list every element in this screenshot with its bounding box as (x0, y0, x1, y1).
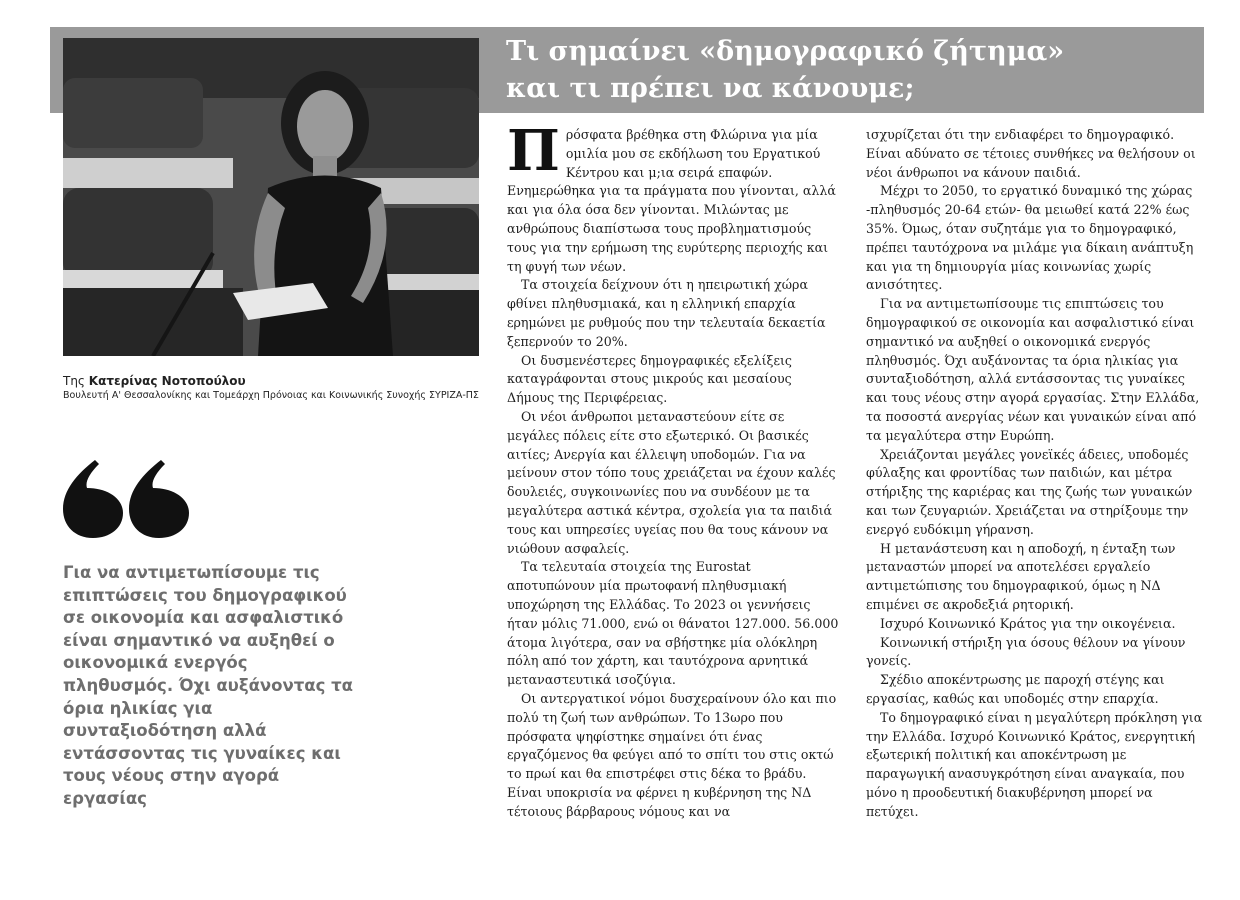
article-paragraph: Η μετανάστευση και η αποδοχή, η ένταξη των μεταναστών μπορεί να αποτελέσει εργαλείο αντιμετώπισης του δημογραφικού, όμως η ΝΔ επιμένει σε ακροδεξιά ρητορική. (866, 540, 1176, 612)
article-paragraph: Ισχυρό Κοινωνικό Κράτος για την οικογένεια. (880, 615, 1176, 631)
article-paragraph: Τα στοιχεία δείχνουν ότι η ηπειρωτική χώρα φθίνει πληθυσμιακά, και η ελληνική επαρχία ερημώνει με ρυθμούς που την τελευταία δεκαετία ξεπερνούν το 20%. (507, 277, 826, 349)
byline (63, 373, 483, 403)
article-paragraph: Σχέδιο αποκέντρωσης με παροχή στέγης και εργασίας, καθώς και υποδομές στην επαρχία. (866, 672, 1165, 706)
quotation-marks-icon (63, 460, 193, 542)
article-column-1 (507, 118, 840, 821)
byline-prefix: Της (63, 374, 89, 388)
article-title-line2: και τι πρέπει να κάνουμε; (506, 73, 915, 104)
article-paragraph: Χρειάζονται μεγάλες γονεϊκές άδειες, υποδομές φύλαξης και φροντίδας των παιδιών, και μέτρα στήριξης της καριέρας και της ζωής των γυναικών και των ζευγαριών. Χρειάζεται να στηρίξουμε την ενεργό ευδόκιμη γήρανση. (866, 446, 1193, 537)
article-paragraph (507, 118, 840, 276)
article-paragraph: Οι δυσμενέστερες δημογραφικές εξελίξεις καταγράφονται στους μικρούς και μεσαίους Δήμους της Περιφέρειας. (507, 352, 792, 406)
article-paragraph: Μέχρι το 2050, το εργατικό δυναμικό της χώρας -πληθυσμός 20-64 ετών- θα μειωθεί κατά 22% έως 35%. Όμως, όταν συζητάμε για το δημογραφικό, πρέπει ταυτόχρονα να μιλάμε για δίκαιη ανάπτυξη και για τη δημιουργία μίας κοινωνίας χωρίς ανισότητες. (866, 183, 1194, 293)
author-role: Βουλευτή Α' Θεσσαλονίκης και Τομεάρχη Πρόνοιας και Κοινωνικής Συνοχής ΣΥΡΙΖΑ-ΠΣ (63, 390, 479, 401)
article-paragraph: Οι αντεργατικοί νόμοι δυσχεραίνουν όλο και πιο πολύ τη ζωή των ανθρώπων. Το 13ωρο που πρόσφατα ψηφίστηκε σημαίνει ότι ένας εργαζόμενος θα φεύγει από το σπίτι του στις οκτώ το πρωί και θα επιστρέφει στις δέκα το βράδυ. Είναι υποκρισία να φέρνει η κυβέρνηση της ΝΔ τέτοιους βάρβαρους νόμους και να (507, 690, 837, 819)
drop-cap: Π (507, 118, 560, 184)
article-paragraph: ισχυρίζεται ότι την ενδιαφέρει το δημογραφικό. Είναι αδύνατο σε τέτοιες συνθήκες να θελήσουν οι νέοι άνθρωποι να κάνουν παιδιά. (866, 127, 1196, 180)
article-paragraph: Για να αντιμετωπίσουμε τις επιπτώσεις του δημογραφικού σε οικονομία και ασφαλιστικό είναι σημαντικό να αυξηθεί ο οικονομικά ενεργός πληθυσμός. Όχι αυξάνοντας τα όρια ηλικίας για συνταξιοδότηση, αλλά εντάσσοντας τις γυναίκες και τους νέους στην αγορά εργασίας. Στην Ελλάδα, τα ποσοστά ανεργίας νέων και γυναικών είναι από τα μεγαλύτερα στην Ευρώπη. (866, 296, 1200, 443)
article-paragraph: Οι νέοι άνθρωποι μεταναστεύουν είτε σε μεγάλες πόλεις είτε στο εξωτερικό. Οι βασικές αιτίες; Ανεργία και έλλειψη υποδομών. Για να μείνουν στον τόπο τους χρειάζεται να έχουν καλές δουλειές, συγκοινωνίες που να συνδέουν με τα μεγαλύτερα αστικά κέντρα, σχολεία για τα παιδιά τους και υπηρεσίες υγείας που θα τους κάνουν να νιώθουν ασφαλείς. (507, 408, 836, 556)
pull-quote: Για να αντιμετωπίσουμε τις επιπτώσεις του δημογραφικού σε οικονομία και ασφαλιστικό είναι σημαντικό να αυξηθεί ο οικονομικά ενεργός πληθυσμός. Όχι αυξάνοντας τα όρια ηλικίας για συνταξιοδότηση αλλά εντάσσοντας τις γυναίκες και τους νέους στην αγορά εργασίας (63, 563, 353, 808)
article-column-2 (866, 126, 1206, 821)
article-title (506, 33, 1196, 107)
article-paragraph: Κοινωνική στήριξη για όσους θέλουν να γίνουν γονείς. (866, 634, 1186, 669)
article-paragraph: Τα τελευταία στοιχεία της Eurostat αποτυπώνουν μία πρωτοφανή πληθυσμιακή υποχώρηση της Ελλάδας. Το 2023 οι γεννήσεις ήταν μόλις 71.000, ενώ οι θάνατοι 127.000. 56.000 άτομα λιγότερα, σαν να σβήστηκε μία ολόκληρη πόλη από τον χάρτη, και ταυτόχρονα αρνητικά μεταναστευτικά ισοζύγια. (507, 559, 839, 688)
article-title-line1: Τι σημαίνει «δημογραφικό ζήτημα» (506, 36, 1065, 67)
author-name: Κατερίνας Νοτοπούλου (88, 374, 246, 388)
paragraph-text: ρόσφατα βρέθηκα στη Φλώρινα για μία ομιλία μου σε εκδήλωση του Εργατικού Κέντρου και μ;ια σειρά επαφών. Ενημερώθηκα για τα πράγματα που γίνονται, αλλά και για όλα όσα δεν γίνονται. Μιλώντας με ανθρώπους διαπίστωσα τους προβληματισμούς τους για την ερήμωση της ευρύτερης περιοχής και τη φυγή των νέων. (507, 127, 836, 274)
author-photo (63, 38, 479, 356)
article-paragraph: Το δημογραφικό είναι η μεγαλύτερη πρόκληση για την Ελλάδα. Ισχυρό Κοινωνικό Κράτος, ενεργητική εξωτερική πολιτική και αποκέντρωση με παραγωγική ανασυγκρότηση είναι αναγκαία, που μόνο η προοδευτική διακυβέρνηση μπορεί να πετύχει. (866, 709, 1203, 819)
author-line (63, 373, 483, 389)
